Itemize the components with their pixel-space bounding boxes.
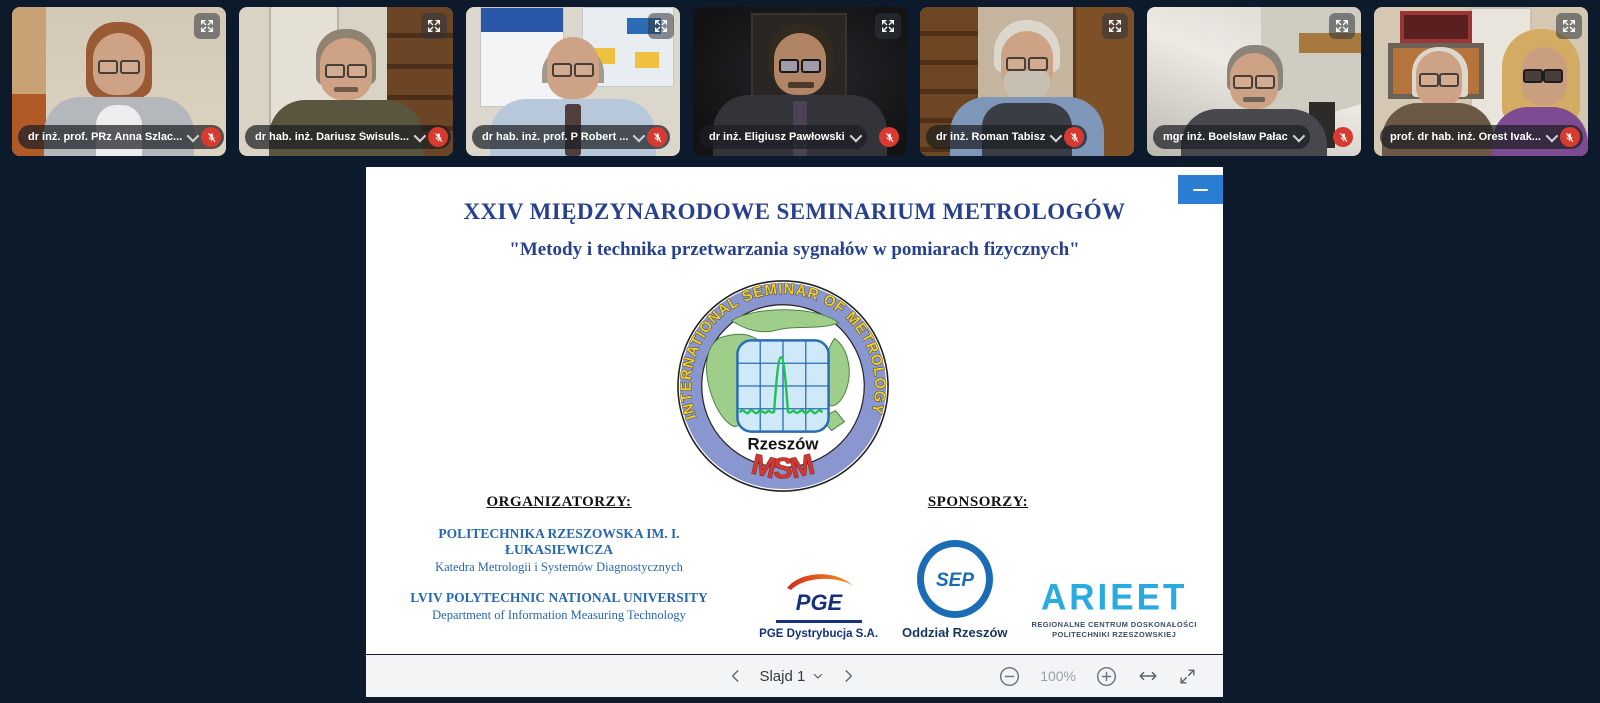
slide-title: XXIV MIĘDZYNARODOWE SEMINARIUM METROLOGÓW: [463, 199, 1126, 224]
pge-caption: PGE Dystrybucja S.A.: [759, 628, 879, 640]
slide-number-label: Slajd 1: [759, 667, 806, 685]
chevron-down-icon: [1546, 129, 1559, 142]
participant-video-tile[interactable]: [1147, 7, 1361, 156]
chevron-down-icon: [812, 670, 824, 682]
sponsor-sep: [902, 540, 1007, 640]
slide-subtitle: "Metody i technika przetwarzania sygnałów w pomiarach fizycznych": [509, 239, 1080, 260]
tile-expand-button[interactable]: [1102, 13, 1128, 39]
participant-name: dr hab. inż. prof. P Robert ...: [482, 131, 629, 143]
tile-expand-button[interactable]: [1329, 13, 1355, 39]
next-slide-button[interactable]: [839, 667, 857, 685]
zoom-level-label: 100%: [1040, 668, 1076, 684]
ariet-caption-line1: REGIONALNE CENTRUM DOSKONAŁOŚCI: [1031, 619, 1197, 629]
minus-icon: [1193, 189, 1208, 191]
sep-caption: Oddział Rzeszów: [902, 625, 1008, 640]
mic-muted-icon: [1560, 127, 1580, 147]
mic-muted-icon: [201, 127, 221, 147]
sep-logo: [917, 540, 993, 618]
sponsors-section: [748, 493, 1208, 640]
participant-video-strip: [0, 7, 1600, 156]
organizers-section: [384, 493, 734, 638]
seminar-logo: [674, 277, 892, 495]
participant-video-tile[interactable]: [693, 7, 907, 156]
tile-expand-button[interactable]: [875, 13, 901, 39]
participant-name-pill[interactable]: [1380, 125, 1583, 149]
sep-wordmark: SEP: [935, 570, 974, 591]
chevron-down-icon: [414, 129, 427, 142]
shared-presentation-slide: [366, 167, 1223, 654]
participant-name-pill[interactable]: [699, 125, 867, 149]
logo-ring-text: INTERNATIONAL SEMINAR OF METROLOGY: [677, 280, 889, 422]
slide-selector[interactable]: [759, 668, 824, 685]
mic-muted-icon: [428, 127, 448, 147]
presentation-control-bar: [366, 654, 1223, 697]
chevron-down-icon: [187, 129, 200, 142]
organizer-dept: Katedra Metrologii i Systemów Diagnostycznych: [435, 560, 683, 574]
mic-muted-icon: [879, 127, 899, 147]
fit-to-width-button[interactable]: [1137, 665, 1159, 687]
organizer-dept: Department of Information Measuring Technology: [432, 608, 686, 622]
mic-muted-icon: [1333, 127, 1353, 147]
participant-name-pill[interactable]: [18, 125, 224, 149]
expand-arrows-icon: [1561, 18, 1577, 34]
chevron-down-icon: [849, 129, 862, 142]
tile-expand-button[interactable]: [421, 13, 447, 39]
participant-video-tile[interactable]: [466, 7, 680, 156]
ariet-caption-line2: POLITECHNIKI RZESZOWSKIEJ: [1052, 629, 1177, 639]
tile-expand-button[interactable]: [194, 13, 220, 39]
participant-name: dr inż. prof. PRz Anna Szlac...: [28, 131, 183, 143]
participant-video-tile[interactable]: [12, 7, 226, 156]
participant-name-pill[interactable]: [245, 125, 451, 149]
expand-arrows-icon: [653, 18, 669, 34]
organizers-heading: ORGANIZATORZY:: [486, 494, 632, 510]
tile-expand-button[interactable]: [1556, 13, 1582, 39]
sponsors-heading: SPONSORZY:: [927, 494, 1029, 510]
participant-name: mgr inż. Boelsław Pałac: [1163, 131, 1288, 143]
previous-slide-button[interactable]: [726, 667, 744, 685]
participant-name-pill[interactable]: [926, 125, 1087, 149]
pge-wordmark: PGE: [795, 590, 842, 615]
participant-name: prof. dr hab. inż. Orest Ivak...: [1390, 131, 1541, 143]
mic-muted-icon: [647, 127, 667, 147]
tile-expand-button[interactable]: [648, 13, 674, 39]
ariet-caption: [1032, 620, 1197, 640]
fullscreen-button[interactable]: [1178, 667, 1197, 686]
participant-name: dr hab. inż. Dariusz Świsuls...: [255, 131, 410, 143]
expand-arrows-icon: [880, 18, 896, 34]
participant-video-tile[interactable]: [1374, 7, 1588, 156]
chevron-down-icon: [633, 129, 646, 142]
expand-arrows-icon: [426, 18, 442, 34]
pge-logo: [773, 566, 865, 618]
logo-acronym: MSM: [748, 448, 818, 486]
zoom-in-button[interactable]: [1095, 665, 1118, 688]
logo-city-label: Rzeszów: [747, 434, 819, 454]
participant-name-pill[interactable]: [1153, 125, 1310, 149]
svg-text:MSM: [748, 449, 817, 486]
participant-video-tile[interactable]: [920, 7, 1134, 156]
chevron-down-icon: [1292, 129, 1305, 142]
expand-arrows-icon: [1107, 18, 1123, 34]
chevron-down-icon: [1050, 129, 1063, 142]
participant-name: dr inż. Roman Tabisz: [936, 131, 1046, 143]
expand-arrows-icon: [1334, 18, 1350, 34]
expand-arrows-icon: [199, 18, 215, 34]
participant-name: dr inż. Eligiusz Pawłowski: [709, 131, 845, 143]
organizer-name: POLITECHNIKA RZESZOWSKA IM. I. ŁUKASIEWICZA: [438, 526, 680, 557]
sponsor-ariet: [1031, 576, 1197, 640]
zoom-out-button[interactable]: [998, 665, 1021, 688]
organizer-name: LVIV POLYTECHNIC NATIONAL UNIVERSITY: [410, 590, 708, 605]
pge-underline: [776, 620, 862, 623]
participant-video-tile[interactable]: [239, 7, 453, 156]
sponsor-pge: [759, 566, 878, 640]
ariet-wordmark: ARIEET: [1040, 576, 1188, 618]
mic-muted-icon: [1064, 127, 1084, 147]
participant-name-pill[interactable]: [472, 125, 670, 149]
